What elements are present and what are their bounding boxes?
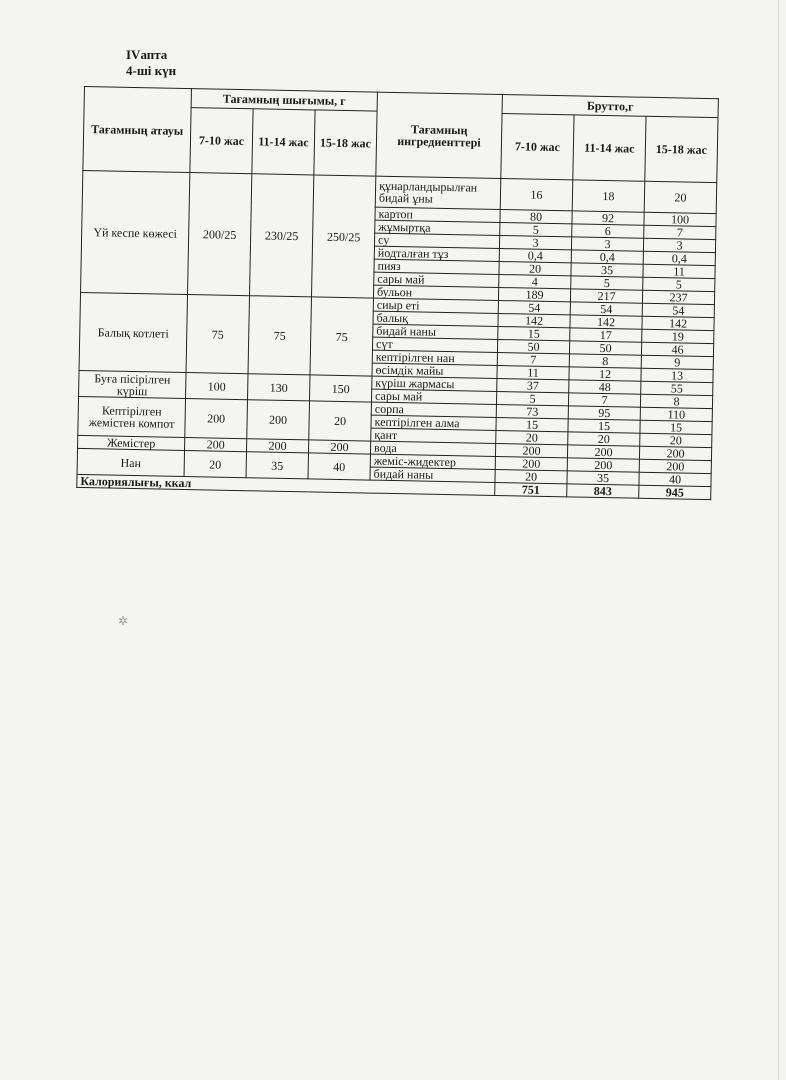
brutto-value: 15	[498, 326, 570, 340]
brutto-value: 9	[641, 355, 713, 369]
brutto-value: 20	[644, 181, 717, 213]
age-header-out-3: 15-18 жас	[314, 110, 377, 176]
brutto-value: 35	[567, 471, 639, 485]
brutto-value: 92	[572, 211, 644, 225]
ingredient-name: сүт	[372, 337, 497, 352]
brutto-value: 5	[496, 391, 568, 405]
scan-edge-line	[778, 0, 779, 1080]
age-header-out-1: 7-10 жас	[190, 108, 253, 174]
ingredient-name: күріш жармасы	[372, 376, 497, 391]
brutto-value: 15	[568, 419, 640, 433]
menu-table	[76, 86, 719, 500]
dish-output: 200	[247, 400, 310, 440]
brutto-value: 35	[571, 263, 643, 277]
ingredient-name: балық	[373, 311, 498, 326]
dish-output: 20	[309, 401, 372, 441]
brutto-value: 6	[572, 224, 644, 238]
age-header-brutto-1: 7-10 жас	[501, 114, 574, 180]
brutto-value: 100	[644, 212, 716, 226]
dish-name: Буға пісірілген күріш	[79, 370, 186, 398]
brutto-value: 189	[498, 287, 570, 301]
ingredient-name: сорпа	[371, 402, 496, 417]
dish-name: Үй кеспе көжесі	[81, 170, 190, 294]
brutto-value: 3	[499, 236, 571, 250]
dish-name: Жемістер	[78, 435, 185, 450]
dish-name: Кептірілген жемістен компот	[78, 396, 186, 437]
brutto-value: 0,4	[499, 249, 571, 263]
ingredient-name: сиыр еті	[373, 298, 498, 313]
ingredient-name: кептірілген алма	[371, 415, 496, 430]
brutto-value: 12	[569, 367, 641, 381]
brutto-value: 11	[643, 264, 715, 278]
brutto-value: 3	[571, 237, 643, 251]
ingredient-name: бидай наны	[370, 467, 495, 482]
brutto-value: 15	[640, 420, 712, 434]
brutto-value: 200	[639, 459, 711, 473]
brutto-value: 0,4	[643, 251, 715, 265]
brutto-value: 5	[500, 223, 572, 237]
brutto-value: 200	[567, 458, 639, 472]
brutto-value: 50	[569, 341, 641, 355]
brutto-value: 110	[640, 407, 712, 421]
dish-output: 75	[186, 295, 249, 374]
dish-output: 230/25	[250, 174, 314, 297]
header-row-1	[84, 87, 718, 118]
brutto-value: 95	[568, 406, 640, 420]
brutto-value: 54	[498, 300, 570, 314]
dish-output: 200	[247, 439, 309, 453]
dish-output: 200	[185, 437, 247, 451]
ingredient-name: сары май	[374, 272, 499, 287]
brutto-value: 40	[639, 472, 711, 486]
week-label: IVапта	[126, 47, 168, 62]
dish-output: 35	[246, 452, 308, 479]
brutto-value: 200	[495, 443, 567, 457]
dish-output: 100	[186, 373, 248, 400]
ingredient-name: йодталған тұз	[374, 246, 499, 261]
dish-output: 200/25	[188, 173, 252, 296]
ingredient-name: өсімдік майы	[372, 363, 497, 378]
dish-output: 250/25	[311, 175, 375, 298]
ingredient-name: құнарландырылған бидай ұны	[375, 176, 501, 209]
ingredient-name: қант	[371, 428, 496, 443]
brutto-value: 200	[567, 445, 639, 459]
brutto-value: 20	[640, 433, 712, 447]
dish-output: 150	[309, 375, 371, 402]
brutto-value: 7	[568, 393, 640, 407]
ingredient-name: кептірілген нан	[372, 350, 497, 365]
dish-output: 40	[308, 453, 370, 480]
brutto-value: 200	[639, 446, 711, 460]
brutto-value: 142	[498, 313, 570, 327]
brutto-value: 16	[500, 179, 573, 211]
page-header	[126, 47, 176, 79]
ingredient-name: жеміс-жидектер	[370, 454, 495, 469]
brutto-value: 0,4	[571, 250, 643, 264]
brutto-value: 18	[572, 180, 645, 212]
brutto-value: 48	[569, 380, 641, 394]
brutto-value: 55	[641, 381, 713, 395]
dish-output: 200	[185, 399, 248, 439]
ingredient-name: жұмыртқа	[375, 220, 500, 235]
age-header-brutto-3: 15-18 жас	[645, 116, 718, 182]
brutto-value: 20	[496, 430, 568, 444]
brutto-value: 20	[495, 469, 567, 483]
col-header-output: Тағамның шығымы, г	[191, 89, 377, 112]
scan-smudge: ✲	[118, 614, 129, 628]
brutto-value: 20	[568, 432, 640, 446]
brutto-value: 15	[496, 417, 568, 431]
brutto-value: 37	[497, 378, 569, 392]
col-header-dish-name: Тағамның атауы	[83, 87, 192, 173]
total-label: Калориялығы, ккал	[77, 474, 495, 495]
brutto-value: 200	[495, 456, 567, 470]
brutto-value: 8	[640, 394, 712, 408]
brutto-value: 54	[570, 302, 642, 316]
brutto-value: 3	[643, 238, 715, 252]
brutto-value: 19	[642, 329, 714, 343]
ingredient-name: бульон	[373, 285, 498, 300]
brutto-value: 80	[500, 210, 572, 224]
col-header-brutto: Брутто,г	[502, 95, 718, 118]
brutto-value: 46	[641, 342, 713, 356]
brutto-value: 20	[499, 262, 571, 276]
brutto-value: 50	[497, 339, 569, 353]
brutto-value: 13	[641, 368, 713, 382]
brutto-value: 7	[644, 225, 716, 239]
brutto-value: 217	[570, 289, 642, 303]
brutto-value: 7	[497, 352, 569, 366]
dish-name: Балық котлеті	[79, 292, 187, 372]
ingredient-name: бидай наны	[373, 324, 498, 339]
brutto-value: 17	[570, 328, 642, 342]
dish-output: 130	[248, 374, 310, 401]
brutto-value: 73	[496, 404, 568, 418]
dish-output: 75	[310, 297, 373, 376]
brutto-value: 142	[570, 315, 642, 329]
brutto-value: 54	[642, 303, 714, 317]
dish-output: 20	[184, 450, 246, 477]
day-label: 4-ші күн	[126, 63, 177, 78]
dish-output: 200	[308, 440, 370, 454]
ingredient-name: картоп	[375, 207, 500, 222]
ingredient-name: вода	[370, 441, 495, 456]
ingredient-name: сары май	[371, 389, 496, 404]
brutto-value: 237	[642, 290, 714, 304]
dish-output: 75	[248, 296, 311, 375]
menu-sheet	[76, 86, 719, 500]
brutto-value: 8	[569, 354, 641, 368]
col-header-ingredients: Тағамның ингредиенттері	[376, 92, 503, 178]
total-value: 843	[567, 484, 639, 498]
age-header-out-2: 11-14 жас	[252, 109, 315, 175]
ingredient-name: пияз	[374, 259, 499, 274]
dish-name: Нан	[77, 448, 184, 476]
total-value: 751	[495, 482, 567, 496]
brutto-value: 5	[643, 277, 715, 291]
total-value: 945	[639, 485, 711, 499]
ingredient-name: су	[374, 233, 499, 248]
age-header-brutto-2: 11-14 жас	[573, 115, 646, 181]
brutto-value: 5	[571, 276, 643, 290]
brutto-value: 142	[642, 316, 714, 330]
brutto-value: 11	[497, 365, 569, 379]
brutto-value: 4	[499, 275, 571, 289]
